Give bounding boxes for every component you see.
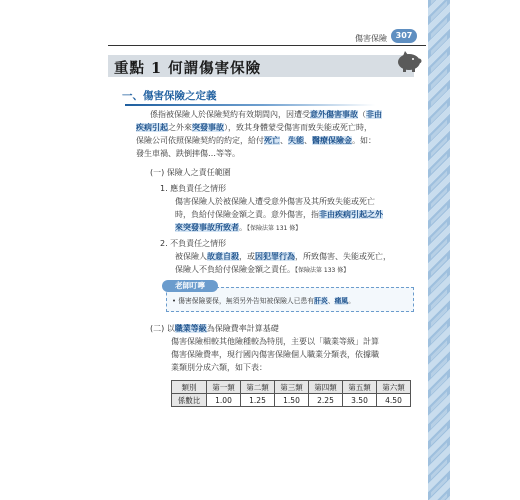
table-cell: 4.50: [377, 394, 411, 407]
table-cell: 1.00: [207, 394, 241, 407]
table-cell: 第六類: [377, 381, 411, 394]
text-run: • 傷害保險要保，無須另外告知被保險人已患有: [172, 297, 315, 305]
law-reference: 【保險法第 133 條】: [295, 267, 350, 274]
item-2-line-1: [175, 250, 391, 264]
highlight-term: 突發事故: [192, 123, 224, 132]
definition-line-2: [136, 121, 372, 135]
highlight-term: 痛風: [334, 297, 349, 305]
definition-line-1: [150, 108, 382, 122]
section-heading: 一、傷害保險之定義: [122, 90, 217, 102]
text-run: 保險人不負給付保險金額之責任。: [175, 265, 295, 274]
running-head: 傷害保險: [355, 34, 387, 43]
teacher-note-tag: 老師叮嚀: [162, 280, 218, 292]
text-run: 、: [304, 136, 312, 145]
text-run: 為保險費率計算基礎: [206, 324, 279, 333]
text-run: 。如：: [352, 136, 376, 145]
subsection-2-line-3: 業類別分成六類，如下表：: [171, 363, 267, 372]
text-run: ，所致傷害、失能或死亡，: [295, 252, 391, 261]
text-run: （: [358, 110, 366, 119]
text-run: 。: [348, 297, 355, 305]
table-header-row: [172, 381, 411, 394]
text-run: 、: [280, 136, 288, 145]
item-1-line-1: 傷害保險人於被保險人遭受意外傷害及其所致失能或死亡: [175, 197, 375, 206]
table-cell: 第四類: [309, 381, 343, 394]
item-1-line-3: [175, 221, 301, 236]
table-cell: 3.50: [343, 394, 377, 407]
piggy-bank-icon: [394, 50, 422, 72]
header-rule: [108, 45, 426, 46]
table-cell: 第一類: [207, 381, 241, 394]
table-cell: 第五類: [343, 381, 377, 394]
table-cell: 係數比: [172, 394, 207, 407]
highlight-term: 意外傷害事故: [310, 110, 358, 119]
teacher-note-text: [172, 295, 355, 305]
item-2-title: 2. 不負責任之情形: [160, 239, 227, 248]
definition-line-4: 發生車禍、跌倒摔傷…等等。: [136, 149, 240, 158]
text-run: 保險公司依照保險契約的約定，給付: [136, 136, 264, 145]
table-row: [172, 394, 411, 407]
text-run: ），致其身體蒙受傷害而致失能或死亡時，: [224, 123, 372, 132]
subsection-2-line-2: 傷害保險費率，現行國內傷害保險個人職業分類表，依據職: [171, 350, 379, 359]
text-run: (二) 以: [150, 324, 175, 333]
page-number-badge: 307: [391, 29, 417, 43]
item-1-title: 1. 應負責任之情形: [160, 184, 227, 193]
highlight-term: 因犯罪行為: [255, 252, 295, 261]
subsection-2-line-1: 傷害保險相較其他險種較為特別，主要以「職業等級」計算: [171, 337, 379, 346]
text-run: ，或: [239, 252, 255, 261]
table-cell: 類別: [172, 381, 207, 394]
table-cell: 1.50: [275, 394, 309, 407]
table-cell: 2.25: [309, 394, 343, 407]
text-run: 被保險人: [175, 252, 207, 261]
item-1-line-2: [175, 208, 383, 222]
highlight-term: 非由: [366, 110, 382, 119]
text-run: 係指被保險人於保險契約有效期間內，因遭受: [150, 110, 310, 119]
text-run: 。: [239, 223, 247, 232]
subsection-1-title: (一) 保險人之責任範圍: [150, 168, 231, 177]
highlight-term: 失能: [288, 136, 304, 145]
chapter-title: 重點 1 何謂傷害保險: [114, 60, 262, 77]
highlight-term: 醫療保險金: [312, 136, 352, 145]
subsection-2-title: [150, 322, 279, 336]
highlight-term: 肝炎: [314, 297, 328, 305]
highlight-term: 來突發事故所致者: [175, 223, 239, 232]
table-cell: 第二類: [241, 381, 275, 394]
text-run: 、: [327, 297, 335, 305]
highlight-term: 死亡: [264, 136, 280, 145]
table-cell: 1.25: [241, 394, 275, 407]
law-reference: 【保險法第 131 條】: [247, 225, 302, 232]
highlight-term: 職業等級: [174, 324, 207, 333]
highlight-term: 故意自殺: [207, 252, 239, 261]
text-run: 時，負給付保險金額之責。意外傷害，指: [175, 210, 319, 219]
occupation-class-table: [171, 380, 411, 407]
highlight-term: 非由疾病引起之外: [319, 210, 383, 219]
side-decoration-pattern: [431, 0, 447, 500]
table-cell: 第三類: [275, 381, 309, 394]
definition-line-3: [136, 134, 376, 148]
item-2-line-2: [175, 263, 349, 278]
text-run: 之外來: [168, 123, 192, 132]
highlight-term: 疾病引起: [136, 123, 168, 132]
section-rule: [125, 104, 375, 106]
